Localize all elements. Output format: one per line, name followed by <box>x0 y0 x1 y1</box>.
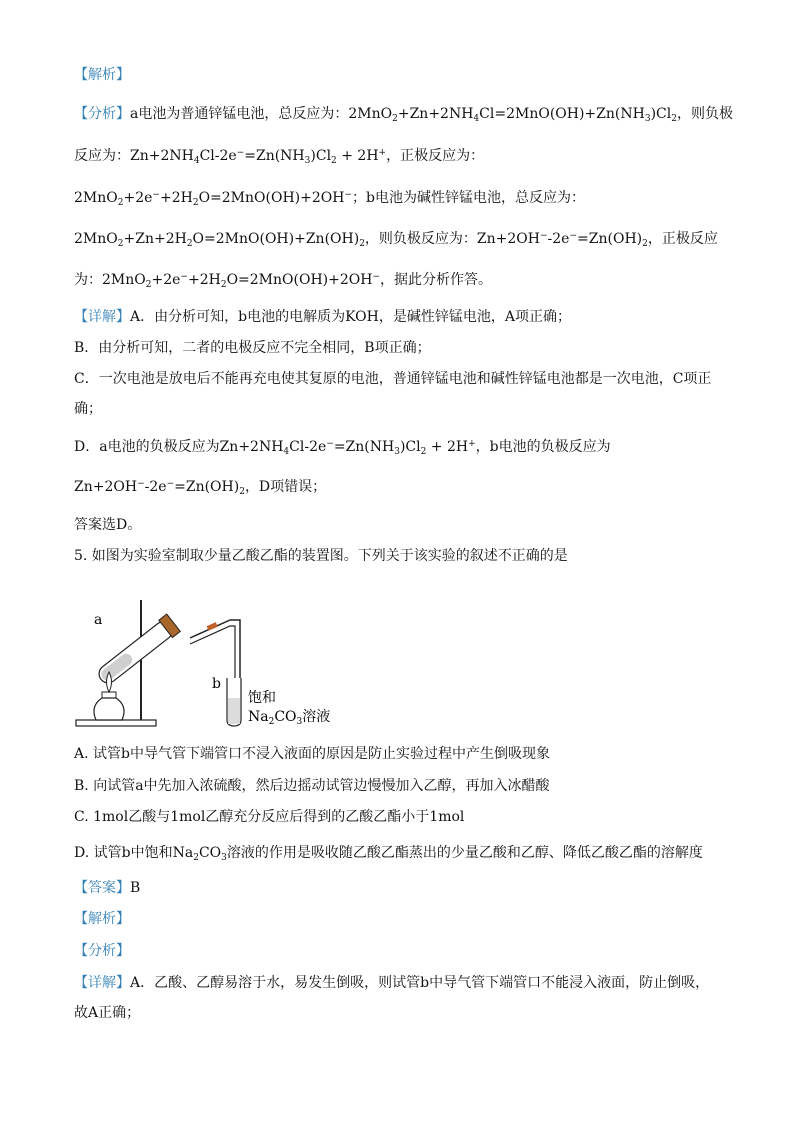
fenxi-label: 【分析】 <box>74 106 130 122</box>
detail-q5-a2: 故A正确； <box>74 1005 141 1021</box>
option-b: B. 向试管a中先加入浓硫酸，然后边摇动试管边慢慢加入乙醇，再加入冰醋酸 <box>74 778 550 794</box>
flame <box>107 672 112 692</box>
analysis-text: 为： <box>74 272 102 288</box>
option-d-text: D. 试管b中饱和 <box>74 845 173 861</box>
analysis-text: a电池为普通锌锰电池，总反应为： <box>130 106 349 122</box>
section-jiexi-2: 【解析】 <box>74 911 130 927</box>
analysis-line-1: 【分析】a电池为普通锌锰电池，总反应为：$2MnO_2+Zn+2NH_4Cl=2MnO(OH)+Zn(NH_3)Cl_2$，则负极 <box>74 106 733 124</box>
analysis-text: ，则负极 <box>676 106 733 122</box>
analysis-text: 反应为： <box>74 148 130 164</box>
detail-text: A．乙酸、乙醇易溶于水，易发生倒吸，则试管b中导气管下端管口不能浸入液面，防止倒吸， <box>130 975 710 991</box>
detail-line-c2: 确； <box>74 401 102 417</box>
question-5-stem: 5. 如图为实验室制取少量乙酸乙酯的装置图。下列关于该实验的叙述不正确的是 <box>74 548 568 564</box>
analysis-text: ；b电池为碱性锌锰电池，总反应为： <box>352 190 585 206</box>
detail-line-d2: $Zn+2OH^--2e^-=Zn(OH)_2$，D项错误； <box>74 479 327 497</box>
analysis-text: ，正极反应 <box>647 231 718 247</box>
option-d: D. 试管b中饱和$Na_2CO_3$溶液的作用是吸收随乙酸乙酯蒸出的少量乙酸和乙醇、降低乙酸乙酯的溶解度 <box>74 845 703 863</box>
detail-line-d1: D．a电池的负极反应为$Zn+2NH_4Cl-2e^-=Zn(NH_3)Cl_2 + 2H^+$，b电池的负极反应为 <box>74 439 611 457</box>
daan-label: 【答案】 <box>74 880 130 896</box>
section-fenxi-2: 【分析】 <box>74 943 130 959</box>
analysis-line-4: $2MnO_2+Zn+2H_2O=2MnO(OH)+Zn(OH)_2$，则负极反应为：$Zn+2OH^--2e^-=Zn(OH)_2$，正极反应 <box>74 231 718 249</box>
xiangjie-label-2: 【详解】 <box>74 975 130 991</box>
analysis-line-5: 为：$2MnO_2+2e^-+2H_2O=2MnO(OH)+2OH^-$，据此分析作答。 <box>74 272 492 290</box>
detail-text: ，b电池的负极反应为 <box>475 439 611 455</box>
answer-q5 <box>74 878 140 898</box>
detail-text: D．a电池的负极反应为 <box>74 439 220 455</box>
analysis-line-2: 反应为：$Zn+2NH_4Cl-2e^-=Zn(NH_3)Cl_2 + 2H^+$，正极反应为： <box>74 148 485 166</box>
detail-text: A．由分析可知，b电池的电解质为KOH，是碱性锌锰电池，A项正确； <box>130 309 571 325</box>
option-c: C. 1mol乙酸与1mol乙醇充分反应后得到的乙酸乙酯小于1mol <box>74 809 465 825</box>
label-solution-word: 溶液 <box>302 709 331 725</box>
label-saturated: 饱和 <box>248 690 276 706</box>
answer-value: B <box>130 880 141 896</box>
detail-line-c1: C．一次电池是放电后不能再充电使其复原的电池，普通锌锰电池和碱性锌锰电池都是一次电池，C项正 <box>74 371 712 387</box>
analysis-line-3: $2MnO_2+2e^-+2H_2O=2MnO(OH)+2OH^-$；b电池为碱性锌锰电池，总反应为： <box>74 190 585 208</box>
rubber-joint <box>207 622 218 631</box>
analysis-text: ，则负极反应为： <box>364 231 477 247</box>
detail-line-b: B．由分析可知，二者的电极反应不完全相同，B项正确； <box>74 340 431 356</box>
detail-line-a <box>74 307 571 327</box>
detail-q5-a1 <box>74 973 709 993</box>
analysis-text: ，据此分析作答。 <box>380 272 492 288</box>
label-a: a <box>94 612 103 628</box>
ester-apparatus-diagram <box>72 598 372 733</box>
detail-text: ，D项错误； <box>244 479 327 495</box>
section-jiexi: 【解析】 <box>74 67 130 83</box>
analysis-text: ，正极反应为： <box>386 148 485 164</box>
stand-base <box>76 720 156 726</box>
option-d-text: 溶液的作用是吸收随乙酸乙酯蒸出的少量乙酸和乙醇、降低乙酸乙酯的溶解度 <box>226 845 703 861</box>
option-a: A. 试管b中导气管下端管口不浸入液面的原因是防止实验过程中产生倒吸现象 <box>74 746 550 762</box>
label-solution: $Na_2CO_3$溶液 <box>248 709 331 727</box>
xiangjie-label: 【详解】 <box>74 309 130 325</box>
solution-b <box>228 698 240 724</box>
alcohol-lamp <box>94 698 124 720</box>
label-b: b <box>212 676 221 692</box>
answer-line: 答案选D。 <box>74 517 142 533</box>
